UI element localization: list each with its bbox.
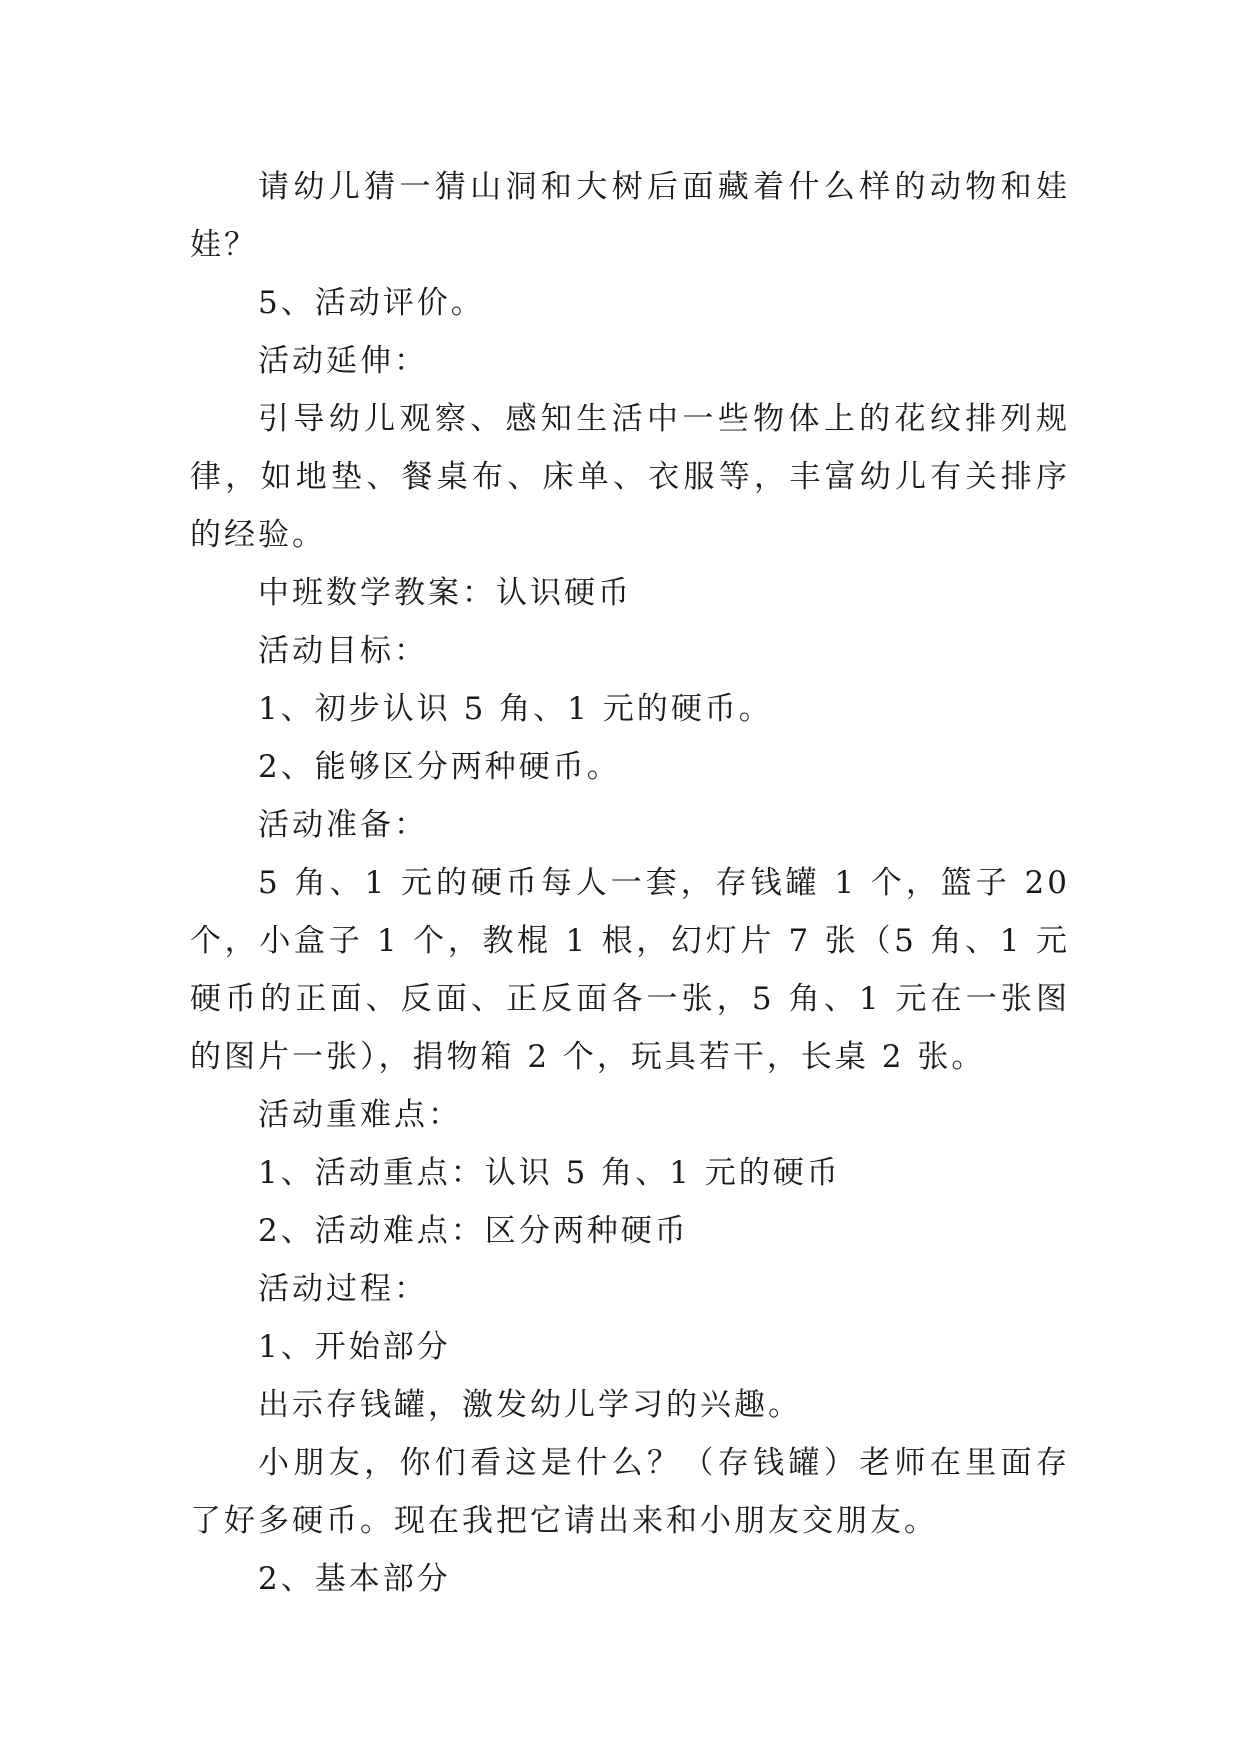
paragraph-teacher-dialogue: 小朋友，你们看这是什么？（存钱罐）老师在里面存了好多硬币。现在我把它请出来和小朋友交朋友。	[190, 1445, 1070, 1539]
paragraph-pattern-observation: 引导幼儿观察、感知生活中一些物体上的花纹排列规律，如地垫、餐桌布、床单、衣服等，丰富幼儿有关排序的经验。	[190, 401, 1070, 553]
lesson-title: 中班数学教案：认识硬币	[258, 575, 632, 611]
difficulty-item: 2、活动难点：区分两种硬币	[258, 1213, 689, 1249]
goal-item-1: 1、初步认识 5 角、1 元的硬币。	[258, 691, 773, 727]
heading-activity-preparation: 活动准备：	[258, 807, 428, 843]
heading-activity-process: 活动过程：	[258, 1271, 428, 1307]
key-point-item: 1、活动重点：认识 5 角、1 元的硬币	[258, 1155, 841, 1191]
paragraph-activity-evaluation: 5、活动评价。	[258, 285, 485, 321]
heading-activity-goals: 活动目标：	[258, 633, 428, 669]
heading-activity-extension: 活动延伸：	[258, 343, 428, 379]
goal-item-2: 2、能够区分两种硬币。	[258, 749, 621, 785]
heading-key-difficulties: 活动重难点：	[258, 1097, 462, 1133]
paragraph-piggy-bank: 出示存钱罐，激发幼儿学习的兴趣。	[258, 1387, 802, 1423]
document-body	[190, 158, 1070, 1608]
process-step-basic: 2、基本部分	[258, 1561, 451, 1597]
paragraph-materials: 5 角、1 元的硬币每人一套，存钱罐 1 个，篮子 20 个，小盒子 1 个，教棍 1 根，幻灯片 7 张（5 角、1 元硬币的正面、反面、正反面各一张，5 角、1 元在一张图的图片一张），捐物箱 2 个，玩具若干，长桌 2 张。	[190, 865, 1070, 1075]
process-step-start: 1、开始部分	[258, 1329, 451, 1365]
paragraph-guess-animals: 请幼儿猜一猜山洞和大树后面藏着什么样的动物和娃娃？	[190, 169, 1070, 263]
